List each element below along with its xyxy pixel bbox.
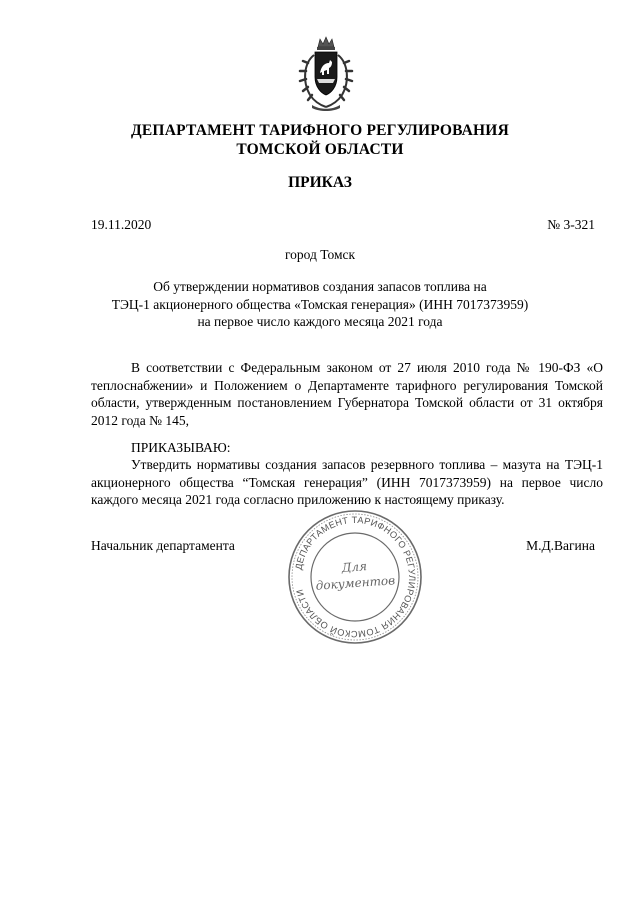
- subject-line: ТЭЦ-1 акционерного общества «Томская генерация» (ИНН 7017373959): [111, 296, 529, 312]
- subject-line: на первое число каждого месяца 2021 года: [197, 314, 443, 329]
- department-name-line2: ТОМСКОЙ ОБЛАСТИ: [236, 141, 404, 158]
- order-keyword: ПРИКАЗЫВАЮ:: [131, 440, 231, 455]
- stamp-center-line2: документов: [315, 573, 396, 593]
- document-date: 19.11.2020: [91, 217, 152, 232]
- signer-name: М.Д.Вагина: [526, 538, 595, 553]
- signer-position: Начальник департамента: [91, 538, 235, 553]
- document-number: № 3-321: [547, 217, 595, 232]
- coat-of-arms-icon: [296, 33, 356, 113]
- preamble-paragraph: В соответствии с Федеральным законом от 27 июля 2010 года № 190-ФЗ «О теплоснабжении» и Положением о Департаменте тарифного регулирования Томской области, утвержденным постановлением Губернатора Томской области от 31 октября 2012 года № 145,: [91, 360, 603, 428]
- subject-line: Об утверждении нормативов создания запасов топлива на: [153, 279, 487, 294]
- document-city: город Томск: [284, 247, 356, 262]
- order-paragraph: Утвердить нормативы создания запасов резервного топлива – мазута на ТЭЦ-1 акционерного общества “Томская генерация” (ИНН 7017373959) на первое число каждого месяца 2021 года согласно приложению к настоящему приказу.: [91, 457, 603, 507]
- document-subject: [60, 278, 580, 331]
- stamp-center-line1: Для: [341, 559, 368, 575]
- stamp-ring-text: ДЕПАРТАМЕНТ ТАРИФНОГО РЕГУЛИРОВАНИЯ ТОМСКОЙ ОБЛАСТИ: [293, 514, 418, 640]
- document-type-heading: ПРИКАЗ: [288, 174, 352, 191]
- department-name-line1: ДЕПАРТАМЕНТ ТАРИФНОГО РЕГУЛИРОВАНИЯ: [131, 122, 509, 139]
- official-stamp: [285, 507, 425, 647]
